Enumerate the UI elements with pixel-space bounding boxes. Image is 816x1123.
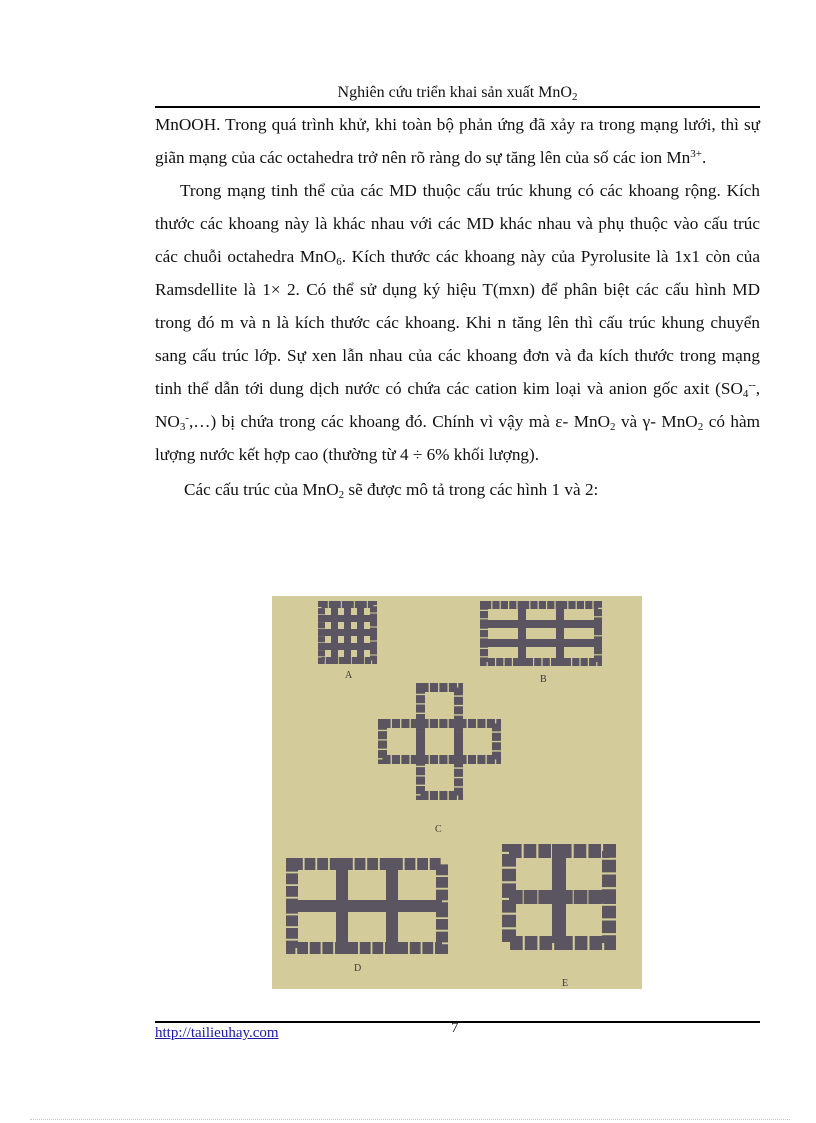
paragraph-2: Trong mạng tinh thể của các MD thuộc cấu trúc khung có các khoang rộng. Kích thước các khoang này là khác nhau với các MD khác nhau và phụ thuộc vào cấu trúc các chuỗi octahedra MnO$_6$. Kích thước các khoang này của Pyrolusite là 1x1 còn của Ramsdellite là 1× 2. Có thể sử dụng ký hiệu T(mxn) để phân biệt các cấu hình MD trong đó m và n là kích thước các khoang. Khi n tăng lên thì cấu trúc khung chuyển sang cấu trúc lớp. Sự xen lẫn nhau của các khoang đơn và đa kích thước trong mạng tinh thể dẫn tới dung dịch nước có chứa các cation kim loại và anion gốc axit ($SO_4^{--}$, $NO_3^-,\dots$) bị chứa trong các khoang đó. Chính vì vậy mà ε- MnO$_2$ và γ- MnO$_2$ có hàm lượng nước kết hợp cao (thường từ 4 ÷ 6% khối lượng). <box>155 181 760 464</box>
figure-drawing <box>272 596 642 989</box>
body-text <box>155 108 760 506</box>
figure-label-d: D <box>354 963 362 974</box>
figure-label-b: B <box>540 674 547 685</box>
footer-link[interactable]: http://tailieuhay.com <box>155 1025 279 1041</box>
figure-label-a: A <box>345 670 353 681</box>
page-bottom-dotted-line <box>30 1119 790 1120</box>
figure-label-c: C <box>435 824 442 835</box>
figure-intro: Các cấu trúc của MnO$_2$ sẽ được mô tả trong các hình 1 và 2: <box>184 480 599 501</box>
paragraph-1: MnOOH. Trong quá trình khử, khi toàn bộ phản ứng đã xảy ra trong mạng lưới, thì sự giãn mạng của các octahedra trở nên rõ ràng do sự tăng lên của số các ion $Mn^{3+}$. <box>155 115 760 167</box>
mno2-structures-figure <box>272 596 642 989</box>
page-title: Nghiên cứu triển khai sản xuất MnO$_2$ <box>337 84 578 103</box>
figure-label-e: E <box>562 978 569 989</box>
page-number: 7 <box>451 1020 459 1036</box>
